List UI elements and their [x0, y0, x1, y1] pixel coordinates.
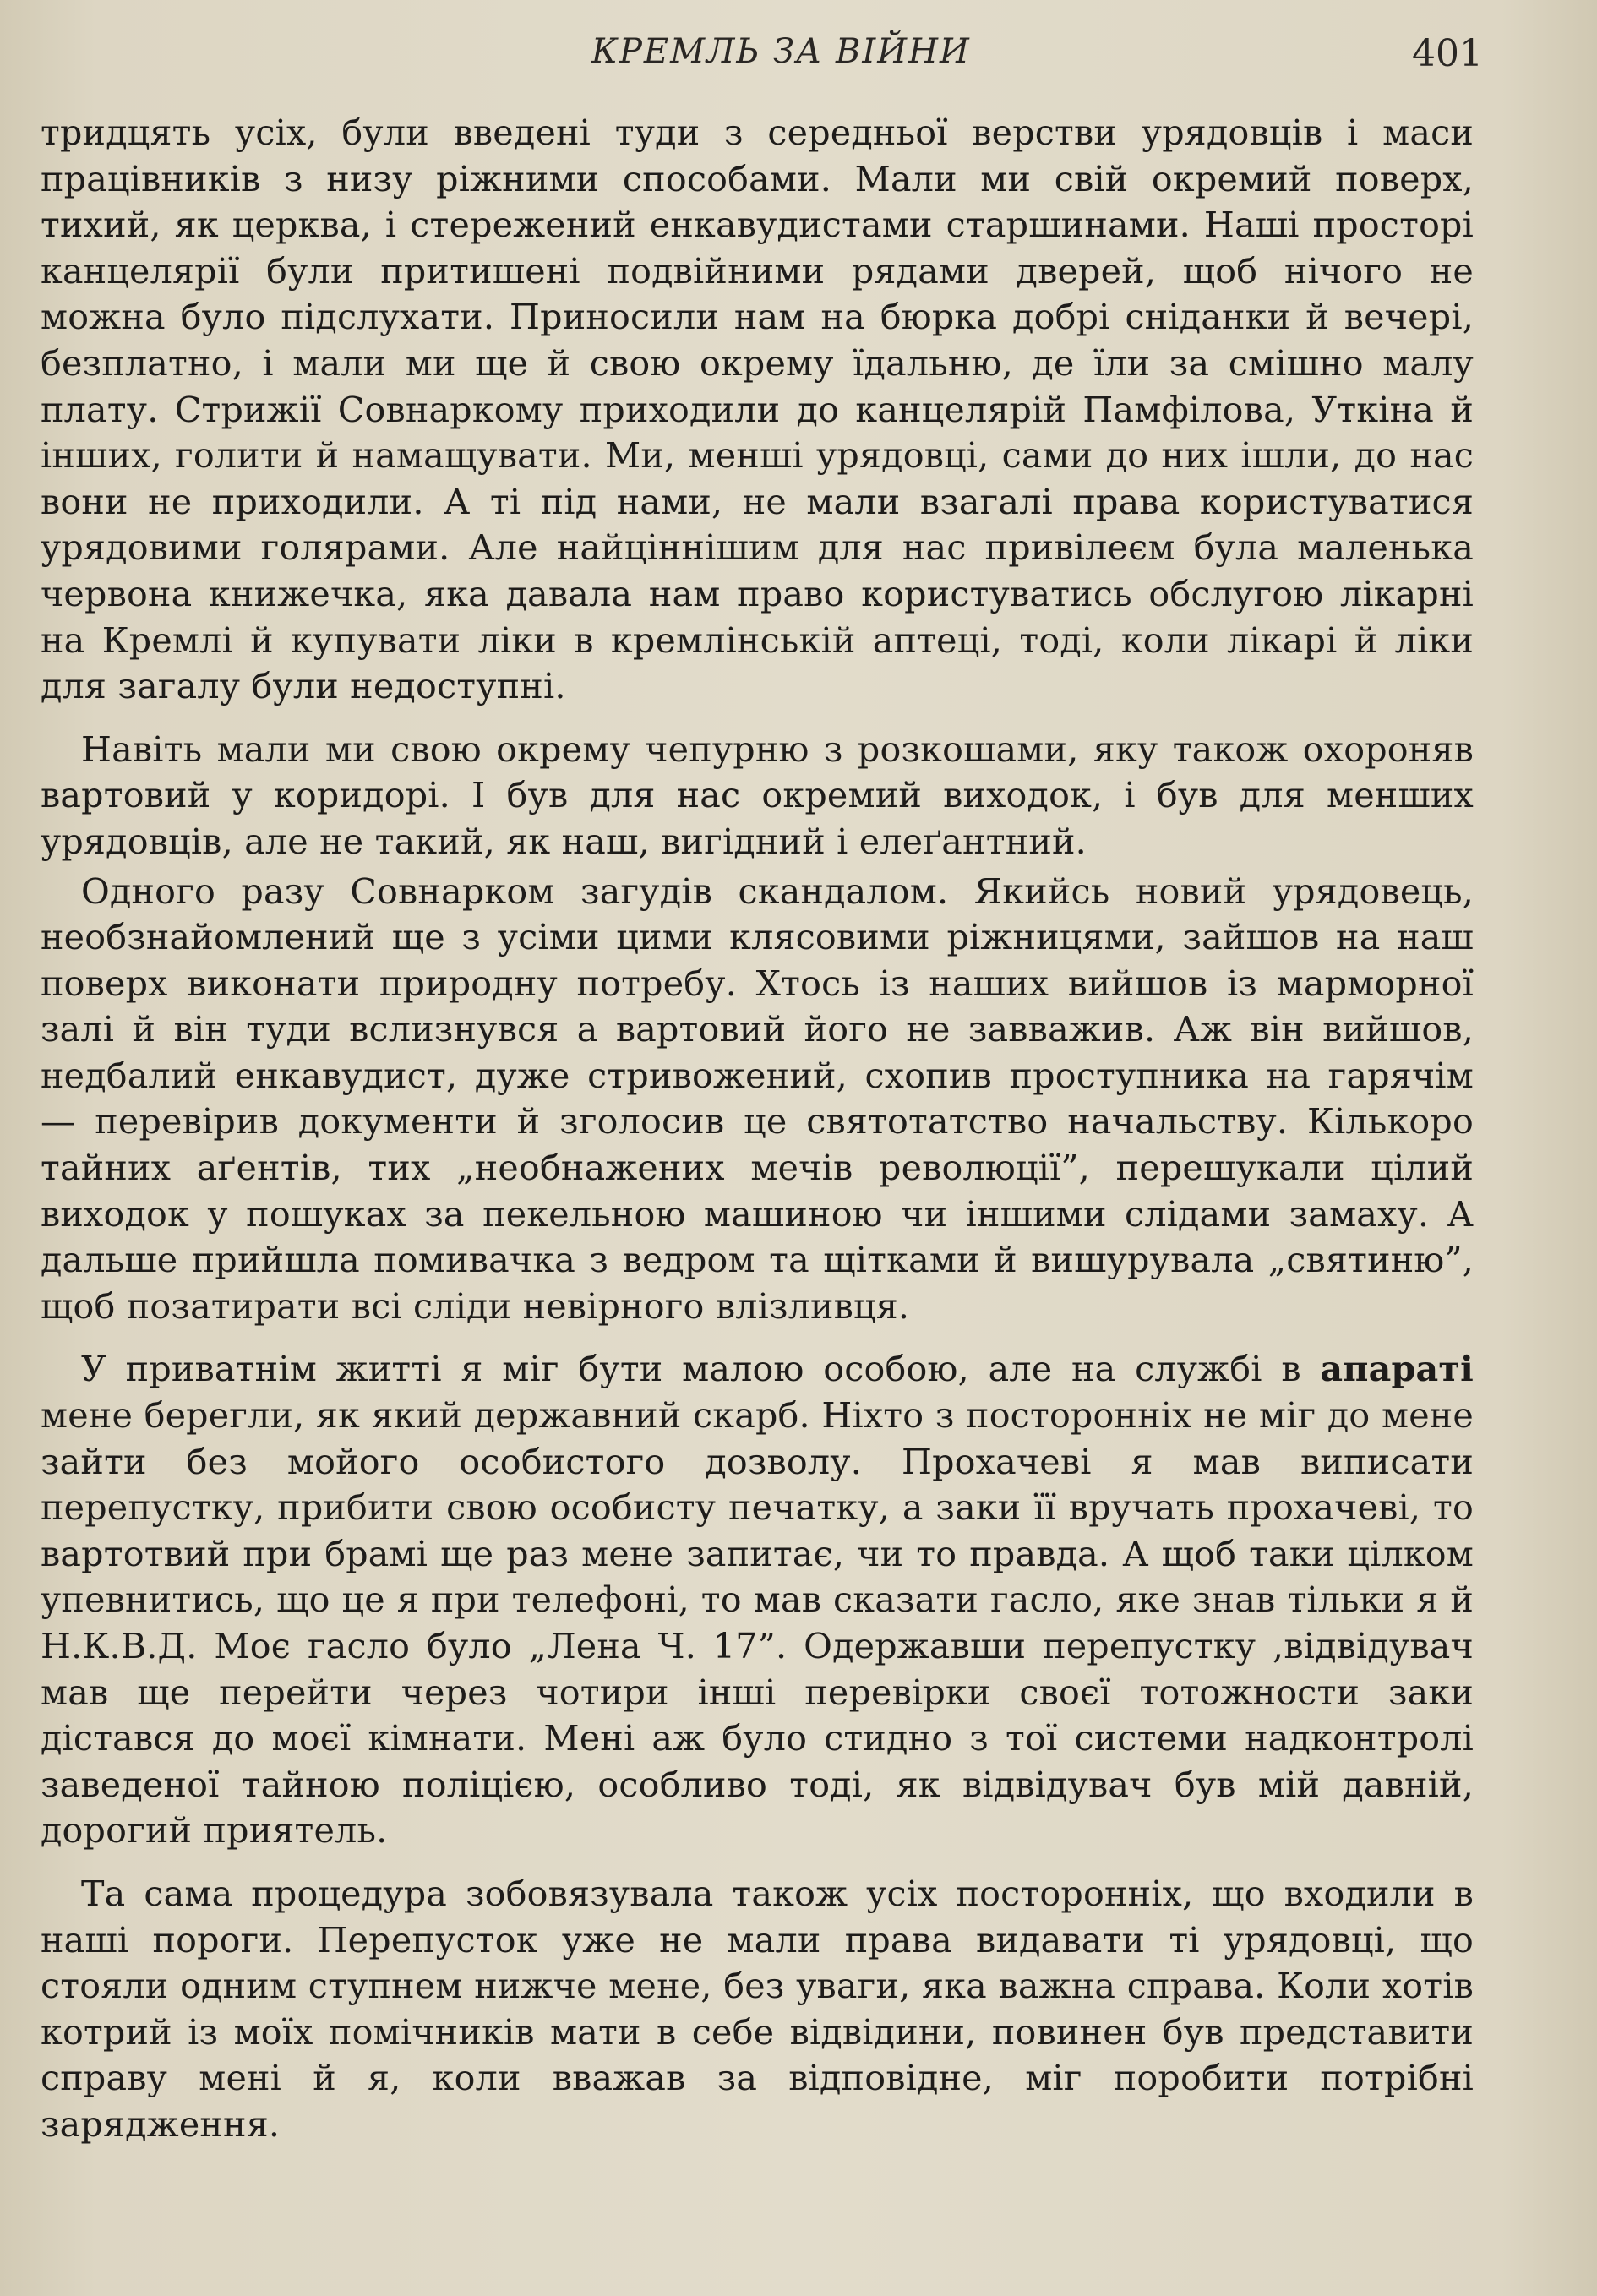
paragraph	[41, 1346, 1474, 1854]
body-text	[41, 110, 1474, 2148]
paragraph: тридцять усіх, були введені туди з середньої верстви урядовців і маси працівників з низу ріжними способами. Мали ми свій окремий поверх, тихий, як церква, і стережений енкавудистами старшинами. Наші просторі канцелярії були притишені подвійними рядами дверей, щоб нічого не можна було підслухати. Приносили нам на бюрка добрі сніданки й вечері, безплатно, і мали ми ще й свою окрему їдальню, де їли за смішно малу плату. Стрижії Совнаркому приходили до канцелярій Памфілова, Уткіна й інших, голити й намащувати. Ми, менші урядовці, сами до них ішли, до нас вони не приходили. А ті під нами, не мали взагалі права користуватися урядовими голярами. Але найціннішим для нас привілеєм була маленька червона книжечка, яка давала нам право користуватись обслугою лікарні на Кремлі й купувати ліки в кремлінській аптеці, тоді, коли лікарі й ліки для загалу були недоступні.	[41, 112, 1474, 707]
paragraph: Навіть мали ми свою окрему чепурню з розкошами, яку також охороняв вартовий у коридорі. І був для нас окремий виходок, і був для менших урядовців, але не такий, як наш, вигідний і елеґантний.	[41, 728, 1474, 862]
paragraph: Одного разу Совнарком загудів скандалом. Якийсь новий урядовець, необзнайомлений ще з усіми цими клясовими ріжницями, зайшов на наш поверх виконати природну потребу. Хтось із наших вийшов із марморної залі й він туди вслизнувся а вартовий його не завважив. Аж він вийшов, недбалий енкавудист, дуже стривожений, схопив проступника на гарячім — перевірив документи й зголосив це святотатство начальству. Кількоро тайних аґентів, тих „необнажених мечів революції”, перешукали цілий виходок у пошуках за пекельною машиною чи іншими слідами замаху. А дальше прийшла помивачка з ведром та щітками й вишурувала „святиню”, щоб позатирати всі сліди невірного влізливця.	[41, 870, 1474, 1327]
page-header	[0, 32, 1597, 83]
running-title: КРЕМЛЬ ЗА ВІЙНИ	[591, 32, 971, 71]
paragraph-text: мене берегли, як який державний скарб. Ніхто з посторонніх не міг до мене зайти без мойого особистого дозволу. Прохачеві я мав виписати перепустку, прибити свою особисту печатку, а заки її вручать прохачеві, то вартотвий при брамі ще раз мене запитає, чи то правда. А щоб таки цілком упевнитись, що це я при телефоні, то мав сказати гасло, яке знав тільки я й Н.К.В.Д. Моє гасло було „Лена Ч. 17”. Одержавши перепустку ,відвідувач мав ще перейти через чотири інші перевірки своєї тотожности заки дістався до моєї кімнати. Мені аж було стидно з тої системи надконтролі заведеної тайною поліцією, особливо тоді, як відвідувач був мій давній, дорогий приятель.	[41, 1395, 1474, 1852]
paragraph-text: У приватнім житті я міг бути малою особою, але на службі в	[81, 1349, 1321, 1390]
page-number: 401	[1412, 32, 1483, 75]
bold-term: апараті	[1320, 1348, 1474, 1390]
paragraph: Та сама процедура зобовязувала також усіх посторонніх, що входили в наші пороги. Перепусток уже не мали права видавати ті урядовці, що стояли одним ступнем нижче мене, без уваги, яка важна справа. Коли хотів котрий із моїх помічників мати в себе відвідини, повинен був представити справу мені й я, коли вважав за відповідне, міг поробити потрібні зарядження.	[41, 1873, 1474, 2145]
